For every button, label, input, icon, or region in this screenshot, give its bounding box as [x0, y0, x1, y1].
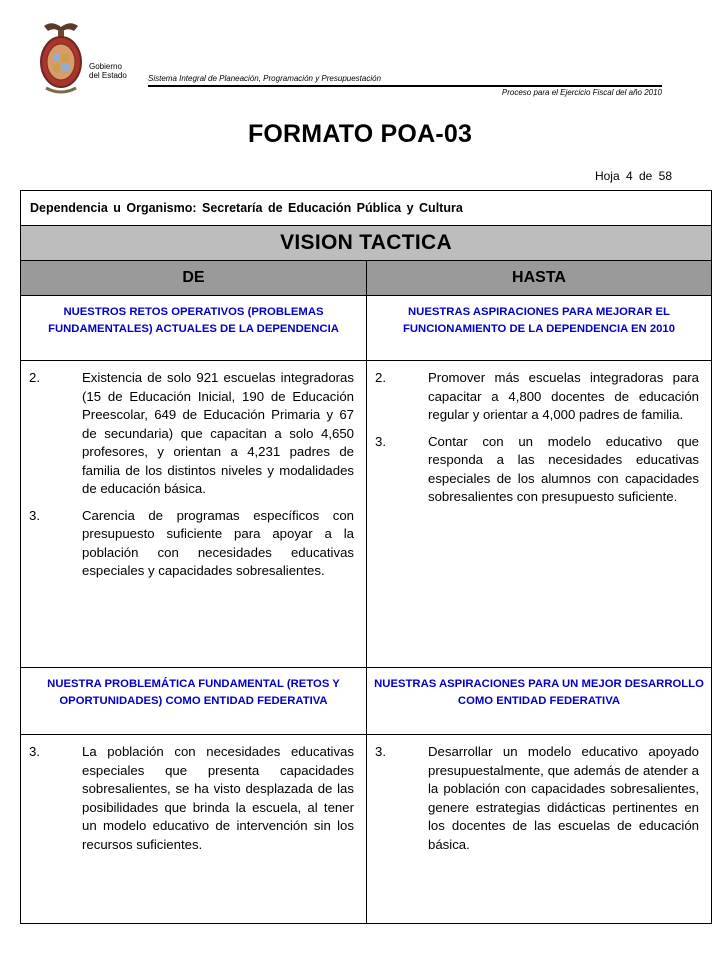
column-headers [21, 260, 711, 295]
item-number: 2. [29, 370, 40, 385]
aspirations-header: NUESTRAS ASPIRACIONES PARA MEJORAR EL FUNCIONAMIENTO DE LA DEPENDENCIA EN 2010 [366, 296, 711, 360]
list-item [29, 507, 354, 581]
state-problems-list [21, 735, 366, 923]
state-seal-logo [38, 18, 84, 96]
list-item [29, 369, 354, 499]
column-to: HASTA [366, 261, 711, 295]
column-from: DE [182, 269, 205, 286]
section-1-headers [21, 295, 711, 360]
item-number: 2. [375, 370, 386, 385]
gov-line-1: Gobierno [89, 62, 122, 71]
aspirations-list [366, 361, 711, 667]
gov-line-2: del Estado [89, 71, 127, 80]
header-rule [148, 85, 662, 87]
item-text: Contar con un modelo educativo que responda a las necesidades educativas especiales de los alumnos con capacidades sobresalientes con presupuesto suficiente. [428, 433, 699, 504]
section-1-items [21, 360, 711, 667]
state-problems-header: NUESTRA PROBLEMÁTICA FUNDAMENTAL (RETOS Y OPORTUNIDADES) COMO ENTIDAD FEDERATIVA [47, 678, 340, 707]
dependency-row: Dependencia u Organismo: Secretaría de Educación Pública y Cultura [30, 201, 463, 215]
government-label [89, 62, 127, 80]
state-aspirations-list [366, 735, 711, 923]
sheet-number: Hoja 4 de 58 [594, 169, 672, 183]
process-label: Proceso para el Ejercicio Fiscal del año 2010 [501, 88, 662, 97]
item-number: 3. [375, 744, 386, 759]
item-number: 3. [29, 744, 40, 759]
vision-heading: VISION TACTICA [21, 225, 711, 260]
item-text: La población con necesidades educativas especiales que presenta capacidades sobresalientes, se ha visto desplazada de las posibilidades que brinda la escuela, al tener un modelo educativo de intervención sin los recursos suficientes. [82, 744, 354, 852]
section-2-headers [21, 667, 711, 734]
state-aspirations-header: NUESTRAS ASPIRACIONES PARA UN MEJOR DESARROLLO COMO ENTIDAD FEDERATIVA [366, 668, 711, 734]
page-title: FORMATO POA-03 [247, 120, 473, 148]
vision-table [20, 190, 712, 924]
challenges-list [21, 361, 366, 667]
system-name: Sistema Integral de Planeación, Programación y Presupuestación [148, 74, 382, 83]
item-text: Desarrollar un modelo educativo apoyado presupuestalmente, que además de atender a la población con capacidades sobresalientes, genere estrategias didácticas pertinentes en los docentes de las escuelas de educación básica. [428, 744, 699, 852]
current-challenges-header: NUESTROS RETOS OPERATIVOS (PROBLEMAS FUNDAMENTALES) ACTUALES DE LA DEPENDENCIA [48, 306, 339, 335]
item-number: 3. [29, 507, 40, 523]
item-number: 3. [375, 433, 386, 449]
item-text: Carencia de programas específicos con presupuesto suficiente para apoyar a la población con necesidades educativas especiales y capacidades sobresalientes. [82, 507, 354, 578]
list-item [375, 743, 699, 854]
section-2-items [21, 734, 711, 923]
list-item [375, 369, 699, 425]
list-item [29, 743, 354, 854]
list-item [375, 433, 699, 507]
item-text: Existencia de solo 921 escuelas integradoras (15 de Educación Inicial, 190 de Educación Preescolar, 649 de Educación Primaria y 67 de secundaria) que capacitan a solo 4,650 profesores, y orientan a 4,231 padres de familia de los distintos niveles y modalidades de educación básica. [82, 370, 354, 496]
item-text: Promover más escuelas integradoras para capacitar a 4,800 docentes de educación regular y orientar a 4,000 padres de familia. [428, 370, 699, 422]
